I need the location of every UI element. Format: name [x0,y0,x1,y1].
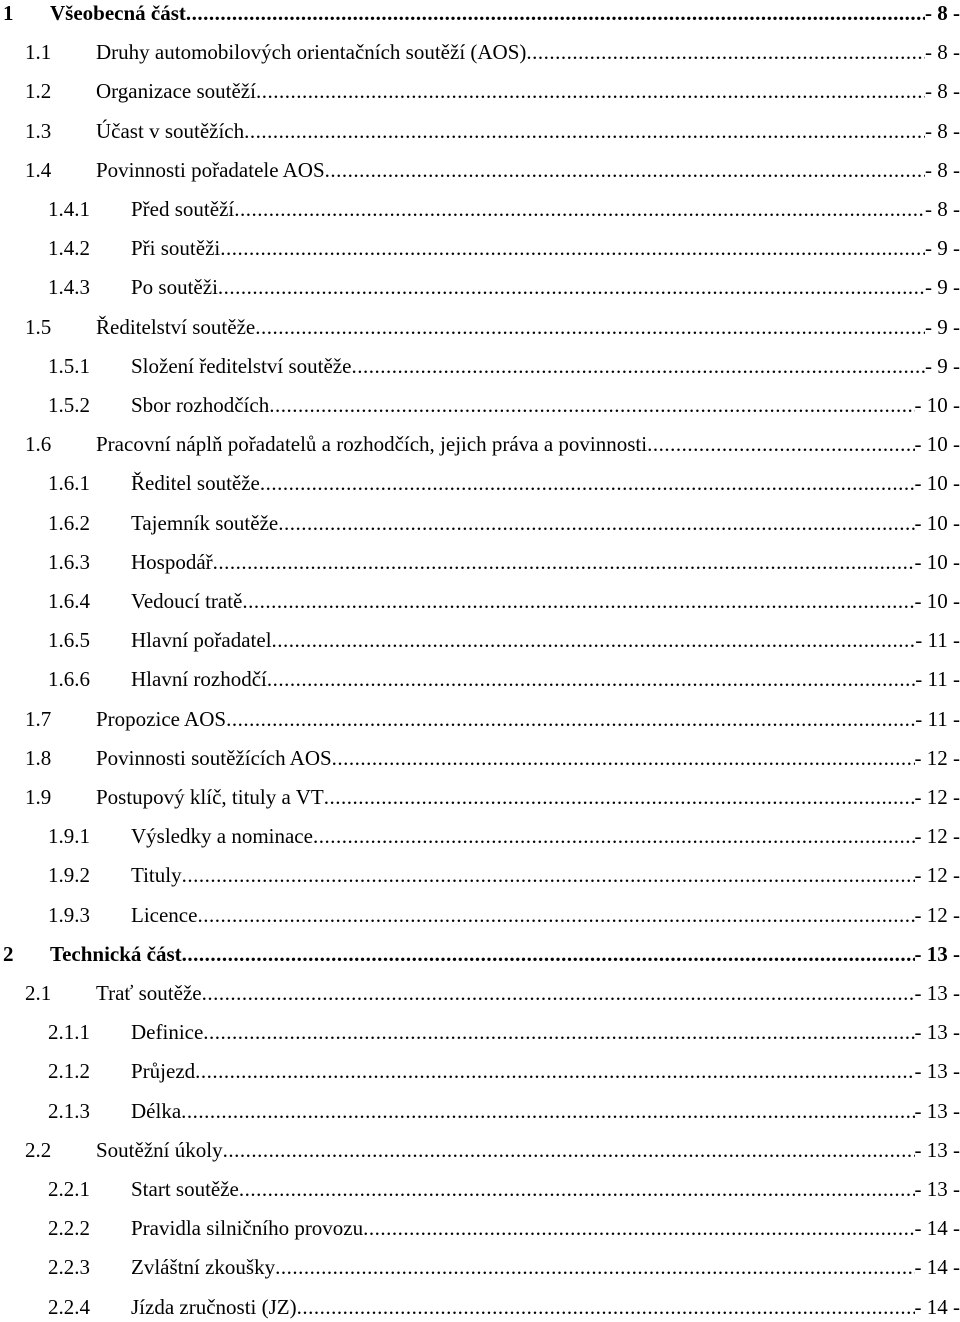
dot-leader [325,155,925,185]
toc-entry-number: 1.5.1 [48,351,90,381]
toc-entry[interactable] [0,900,960,930]
toc-entry-number: 1.5 [25,312,51,342]
toc-entry-line [131,194,960,224]
toc-entry-page: - 9 - [925,272,960,302]
toc-entry-line [50,939,960,969]
toc-entry-number: 1.6.6 [48,664,90,694]
toc-entry[interactable] [0,704,960,734]
toc-entry-line [131,351,960,381]
toc-entry-title: Start soutěže [131,1174,239,1204]
toc-entry-number: 1.4.2 [48,233,90,263]
dot-leader [195,1056,914,1086]
toc-entry-number: 1 [3,0,14,28]
toc-entry-page: - 13 - [915,1174,960,1204]
toc-entry[interactable] [0,233,960,263]
toc-entry-title: Výsledky a nominace [131,821,313,851]
toc-entry-page: - 11 - [915,704,960,734]
toc-entry-line [96,743,960,773]
toc-entry-number: 2.1.1 [48,1017,90,1047]
toc-entry[interactable] [0,978,960,1008]
toc-entry-number: 2.2 [25,1135,51,1165]
toc-entry-title: Jízda zručnosti (JZ) [131,1292,297,1322]
toc-entry-number: 1.2 [25,76,51,106]
toc-entry-line [96,429,960,459]
toc-entry[interactable] [0,821,960,851]
toc-entry-page: - 8 - [925,116,960,146]
toc-entry-line [131,272,960,302]
toc-entry[interactable] [0,272,960,302]
toc-entry-page: - 13 - [915,1056,960,1086]
toc-entry-line [131,1213,960,1243]
toc-entry-title: Postupový klíč, tituly a VT [96,782,324,812]
toc-entry[interactable] [0,429,960,459]
toc-entry-title: Licence [131,900,197,930]
dot-leader [223,1135,915,1165]
toc-entry-line [131,1056,960,1086]
toc-entry[interactable] [0,743,960,773]
toc-entry-line [131,1252,960,1282]
dot-leader [269,390,914,420]
toc-entry-page: - 9 - [925,312,960,342]
toc-entry-title: Povinnosti pořadatele AOS [96,155,325,185]
toc-entry-title: Ředitelství soutěže [96,312,255,342]
dot-leader [267,664,915,694]
toc-entry-line [96,155,960,185]
toc-entry-line [131,860,960,890]
toc-entry-page: - 12 - [915,743,960,773]
toc-entry-title: Organizace soutěží [96,76,256,106]
toc-entry-number: 1.4.1 [48,194,90,224]
toc-entry-page: - 10 - [915,468,960,498]
toc-entry-number: 1.9.1 [48,821,90,851]
toc-entry-page: - 10 - [915,390,960,420]
toc-entry[interactable] [0,664,960,694]
toc-entry-page: - 12 - [915,782,960,812]
toc-entry-title: Pravidla silničního provozu [131,1213,363,1243]
dot-leader [272,625,916,655]
dot-leader [256,76,925,106]
toc-entry[interactable] [0,1174,960,1204]
toc-entry-title: Před soutěží [131,194,234,224]
toc-entry-page: - 12 - [915,821,960,851]
toc-entry[interactable] [0,1292,960,1322]
toc-entry-number: 1.9 [25,782,51,812]
toc-entry-page: - 8 - [925,194,960,224]
dot-leader [278,508,914,538]
toc-entry-page: - 13 - [915,1017,960,1047]
toc-entry-line [131,1174,960,1204]
toc-entry-line [131,1017,960,1047]
toc-entry[interactable] [0,116,960,146]
toc-entry-page: - 10 - [915,429,960,459]
toc-entry-line [131,821,960,851]
toc-entry-line [96,1135,960,1165]
toc-entry-number: 1.5.2 [48,390,90,420]
dot-leader [244,116,925,146]
toc-entry[interactable] [0,37,960,67]
toc-entry-number: 2.2.2 [48,1213,90,1243]
dot-leader [203,1017,914,1047]
toc-entry-page: - 13 - [915,978,960,1008]
toc-entry-page: - 11 - [915,625,960,655]
toc-entry-line [131,233,960,263]
toc-entry-page: - 8 - [925,76,960,106]
dot-leader [526,37,925,67]
toc-entry-number: 1.1 [25,37,51,67]
toc-entry-title: Složení ředitelství soutěže [131,351,351,381]
dot-leader [220,233,925,263]
toc-entry-title: Technická část [50,939,182,969]
toc-entry-title: Tajemník soutěže [131,508,278,538]
toc-entry-number: 2 [3,939,14,969]
toc-entry-title: Povinnosti soutěžících AOS [96,743,332,773]
toc-entry-page: - 9 - [925,351,960,381]
toc-entry-title: Soutěžní úkoly [96,1135,223,1165]
toc-entry-page: - 8 - [925,0,960,28]
dot-leader [275,1252,914,1282]
toc-entry-title: Tituly [131,860,182,890]
toc-entry-number: 2.1.3 [48,1096,90,1126]
toc-entry-line [96,782,960,812]
toc-entry-line [131,1096,960,1126]
toc-entry-number: 2.2.3 [48,1252,90,1282]
toc-entry-page: - 10 - [915,586,960,616]
toc-entry[interactable] [0,351,960,381]
toc-entry-line [96,116,960,146]
toc-entry-line [96,76,960,106]
toc-entry-number: 1.6 [25,429,51,459]
toc-entry-line [131,664,960,694]
toc-entry-page: - 13 - [915,939,960,969]
toc-entry[interactable] [0,860,960,890]
toc-entry[interactable] [0,194,960,224]
toc-entry-title: Sbor rozhodčích [131,390,269,420]
toc-entry-line [96,978,960,1008]
toc-entry-title: Hospodář [131,547,213,577]
dot-leader [213,547,915,577]
toc-entry[interactable] [0,468,960,498]
toc-entry-number: 1.4.3 [48,272,90,302]
toc-entry-page: - 10 - [915,547,960,577]
toc-entry-page: - 8 - [925,37,960,67]
dot-leader [197,900,914,930]
toc-entry-line [96,37,960,67]
toc-entry-title: Propozice AOS [96,704,226,734]
toc-entry[interactable] [0,390,960,420]
dot-leader [181,1096,914,1126]
toc-entry-page: - 14 - [915,1252,960,1282]
dot-leader [647,429,914,459]
dot-leader [351,351,925,381]
toc-entry-page: - 12 - [915,900,960,930]
toc-entry-title: Účast v soutěžích [96,116,244,146]
toc-entry-title: Trať soutěže [96,978,202,1008]
toc-entry-line [131,547,960,577]
toc-entry-title: Druhy automobilových orientačních soutěží (AOS) [96,37,526,67]
toc-entry-number: 1.6.4 [48,586,90,616]
toc-entry-title: Průjezd [131,1056,195,1086]
dot-leader [297,1292,915,1322]
toc-entry-line [131,468,960,498]
toc-entry-number: 2.1.2 [48,1056,90,1086]
toc-entry-line [131,508,960,538]
toc-entry-number: 1.9.3 [48,900,90,930]
toc-entry-number: 1.6.2 [48,508,90,538]
dot-leader [260,468,915,498]
toc-entry-number: 1.4 [25,155,51,185]
toc-entry-page: - 12 - [915,860,960,890]
toc-entry[interactable] [0,782,960,812]
dot-leader [218,272,925,302]
toc-entry-line [131,900,960,930]
dot-leader [182,939,915,969]
toc-entry-title: Hlavní pořadatel [131,625,272,655]
toc-entry-number: 2.2.4 [48,1292,90,1322]
toc-entry-title: Definice [131,1017,203,1047]
toc-entry[interactable] [0,1096,960,1126]
toc-entry-number: 1.7 [25,704,51,734]
toc-entry-line [50,0,960,28]
toc-entry-page: - 9 - [925,233,960,263]
toc-entry-title: Délka [131,1096,181,1126]
dot-leader [332,743,915,773]
toc-entry-number: 1.6.1 [48,468,90,498]
dot-leader [313,821,915,851]
toc-entry-page: - 8 - [925,155,960,185]
toc-entry-title: Zvláštní zkoušky [131,1252,275,1282]
toc-entry-number: 2.1 [25,978,51,1008]
toc-entry[interactable] [0,547,960,577]
toc-entry-line [131,586,960,616]
dot-leader [255,312,925,342]
dot-leader [202,978,915,1008]
toc-entry-title: Všeobecná část [50,0,186,28]
dot-leader [242,586,914,616]
toc-entry-number: 2.2.1 [48,1174,90,1204]
toc-entry[interactable] [0,508,960,538]
dot-leader [324,782,915,812]
toc-entry[interactable] [0,586,960,616]
toc-entry[interactable] [0,312,960,342]
dot-leader [226,704,915,734]
toc-entry-number: 1.3 [25,116,51,146]
toc-entry-title: Pracovní náplň pořadatelů a rozhodčích, jejich práva a povinnosti [96,429,647,459]
toc-entry-title: Při soutěži [131,233,220,263]
toc-entry-number: 1.8 [25,743,51,773]
toc-entry[interactable] [0,1056,960,1086]
toc-entry[interactable] [0,76,960,106]
dot-leader [239,1174,915,1204]
toc-entry[interactable] [0,0,960,28]
toc-entry-line [131,1292,960,1322]
toc-entry-title: Ředitel soutěže [131,468,260,498]
toc-entry-number: 1.6.3 [48,547,90,577]
dot-leader [363,1213,914,1243]
toc-entry-line [131,625,960,655]
toc-entry[interactable] [0,1017,960,1047]
toc-entry[interactable] [0,1252,960,1282]
toc-entry-page: - 14 - [915,1213,960,1243]
toc-entry-line [96,312,960,342]
dot-leader [234,194,925,224]
toc-entry-number: 1.9.2 [48,860,90,890]
toc-entry[interactable] [0,625,960,655]
dot-leader [186,0,925,28]
toc-entry-title: Hlavní rozhodčí [131,664,267,694]
toc-entry-page: - 13 - [915,1135,960,1165]
toc-entry-title: Po soutěži [131,272,218,302]
toc-entry-number: 1.6.5 [48,625,90,655]
toc-entry-page: - 10 - [915,508,960,538]
toc-entry-page: - 13 - [915,1096,960,1126]
toc-entry-page: - 14 - [915,1292,960,1322]
toc-entry[interactable] [0,155,960,185]
toc-entry-page: - 11 - [915,664,960,694]
toc-entry-line [96,704,960,734]
toc-entry[interactable] [0,1135,960,1165]
toc-entry[interactable] [0,939,960,969]
toc-entry-title: Vedoucí tratě [131,586,242,616]
toc-entry[interactable] [0,1213,960,1243]
dot-leader [182,860,915,890]
toc-entry-line [131,390,960,420]
